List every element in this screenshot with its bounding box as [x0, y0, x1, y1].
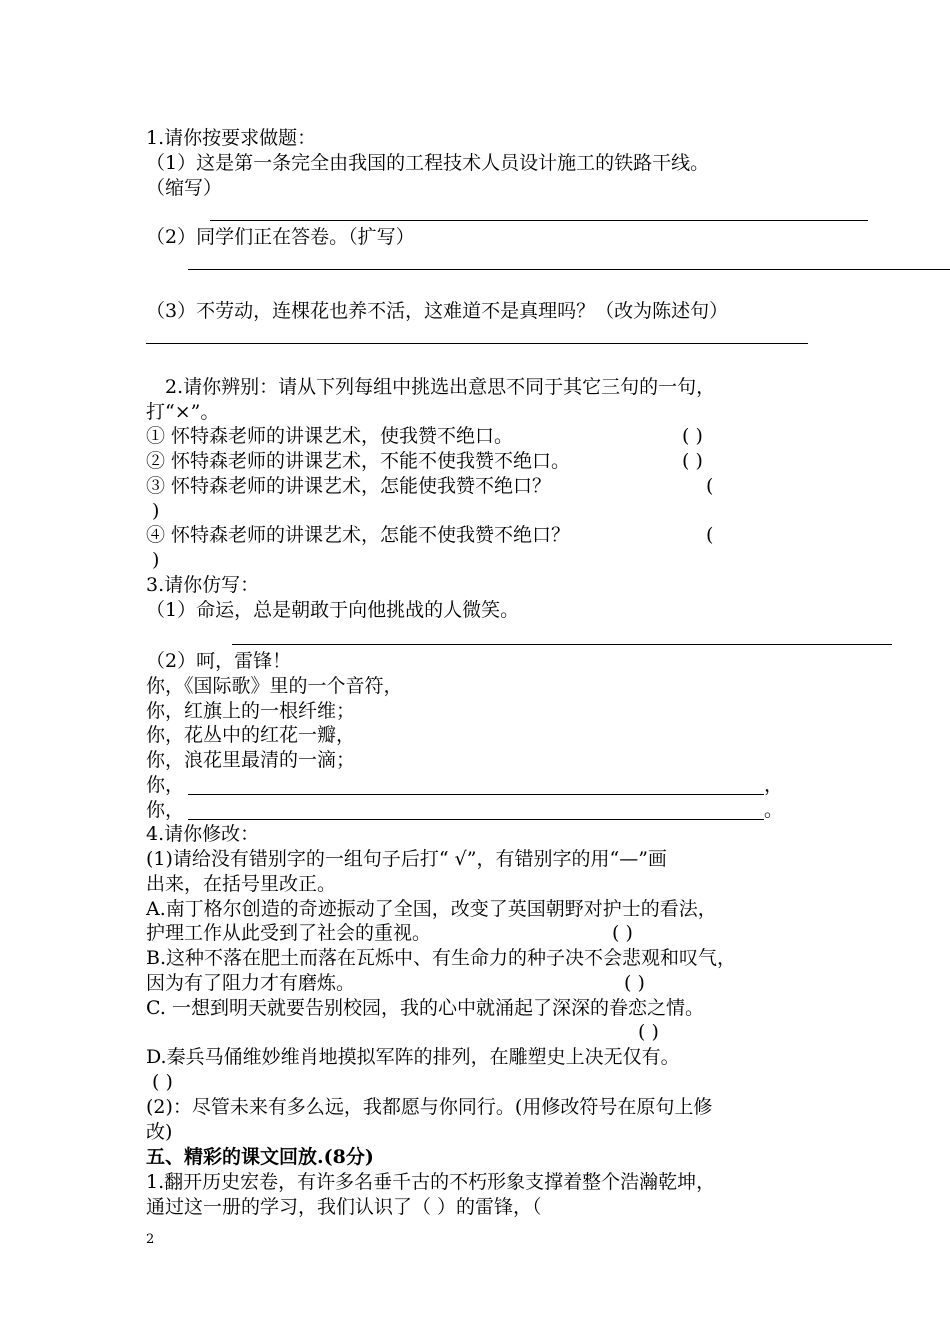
- q1-sentence-1-hint: （缩写）: [146, 177, 223, 199]
- answer-line[interactable]: [188, 269, 950, 270]
- answer-paren-close[interactable]: ): [152, 500, 160, 522]
- poem-line-start: 你，: [146, 774, 185, 796]
- page-number: 2: [146, 1232, 155, 1247]
- q4-sentence-1: (1)请给没有错别字的一组句子后打“ √”，有错别字的用“—”画: [146, 848, 667, 870]
- q4-sentence-2: (2)：尽管未来有多么远，我都愿与你同行。(用修改符号在原句上修: [146, 1096, 713, 1118]
- q4-item-b-cont: 因为有了阻力才有磨炼。: [146, 972, 356, 994]
- poem-line: 你，红旗上的一根纤维；: [146, 700, 356, 722]
- q4-item-d: D.秦兵马俑维妙维肖地摸拟军阵的排列，在雕塑史上决无仅有。: [146, 1046, 680, 1068]
- poem-line: 你，《国际歌》里的一个音符，: [146, 675, 403, 697]
- q3-title: 3.请你仿写：: [146, 574, 260, 596]
- answer-line[interactable]: [188, 819, 764, 820]
- section-5-heading: 五、精彩的课文回放.(8分): [146, 1146, 374, 1168]
- poem-line-end: ，: [764, 774, 784, 796]
- q2-title-cont: 打“×”。: [146, 401, 220, 423]
- answer-line[interactable]: [210, 220, 868, 221]
- answer-paren[interactable]: ( ): [638, 1021, 659, 1043]
- q4-sentence-1-cont: 出来，在括号里改正。: [146, 873, 337, 895]
- answer-line[interactable]: [146, 343, 808, 344]
- q4-item-b: B.这种不落在肥土而落在瓦烁中、有生命力的种子决不会悲观和叹气，: [146, 947, 737, 969]
- answer-paren-open[interactable]: (: [706, 475, 714, 497]
- q4-item-a: A.南丁格尔创造的奇迹振动了全国，改变了英国朝野对护士的看法，: [146, 898, 717, 920]
- section-5-question-1-cont: 通过这一册的学习，我们认识了（ ）的雷锋，（: [146, 1196, 542, 1218]
- poem-line: 你，浪花里最清的一滴；: [146, 749, 356, 771]
- q1-sentence-2: （2）同学们正在答卷。（扩写）: [146, 226, 415, 248]
- answer-line[interactable]: [232, 644, 892, 645]
- q1-title: 1.请你按要求做题：: [146, 127, 317, 149]
- answer-paren[interactable]: ( ): [612, 922, 633, 944]
- q4-item-c: C. 一想到明天就要告别校园，我的心中就涌起了深深的眷恋之情。: [146, 997, 704, 1019]
- answer-paren-close[interactable]: ): [152, 549, 160, 571]
- q4-item-a-cont: 护理工作从此受到了社会的重视。: [146, 922, 432, 944]
- q1-sentence-1: （1）这是第一条完全由我国的工程技术人员设计施工的铁路干线。: [146, 152, 710, 174]
- answer-paren[interactable]: ( ): [682, 450, 703, 472]
- q4-sentence-2-cont: 改): [146, 1121, 173, 1143]
- q2-option-3: ③ 怀特森老师的讲课艺术，怎能使我赞不绝口？: [146, 475, 552, 497]
- poem-line: 你，花丛中的红花一瓣，: [146, 724, 356, 746]
- poem-line-start: 你，: [146, 799, 185, 821]
- q2-option-2: ② 怀特森老师的讲课艺术，不能不使我赞不绝口。: [146, 450, 571, 472]
- answer-line[interactable]: [188, 794, 764, 795]
- answer-paren[interactable]: ( ): [624, 972, 645, 994]
- q2-title: 2.请你辨别：请从下列每组中挑选出意思不同于其它三句的一句，: [165, 376, 716, 398]
- q2-option-4: ④ 怀特森老师的讲课艺术，怎能不使我赞不绝口？: [146, 524, 571, 546]
- q4-title: 4.请你修改：: [146, 823, 260, 845]
- answer-paren-open[interactable]: (: [706, 524, 714, 546]
- q3-sentence-1: （1）命运，总是朝敢于向他挑战的人微笑。: [146, 599, 520, 621]
- section-5-question-1: 1.翻开历史宏卷，有许多名垂千古的不朽形象支撑着整个浩瀚乾坤，: [146, 1171, 716, 1193]
- answer-paren[interactable]: ( ): [682, 425, 703, 447]
- q3-sentence-2: （2）呵，雷锋！: [146, 650, 292, 672]
- answer-paren[interactable]: ( ): [152, 1071, 173, 1093]
- q2-option-1: ① 怀特森老师的讲课艺术，使我赞不绝口。: [146, 425, 514, 447]
- poem-line-end: 。: [764, 799, 784, 821]
- q1-sentence-3: （3）不劳动，连棵花也养不活，这难道不是真理吗？（改为陈述句）: [146, 300, 729, 322]
